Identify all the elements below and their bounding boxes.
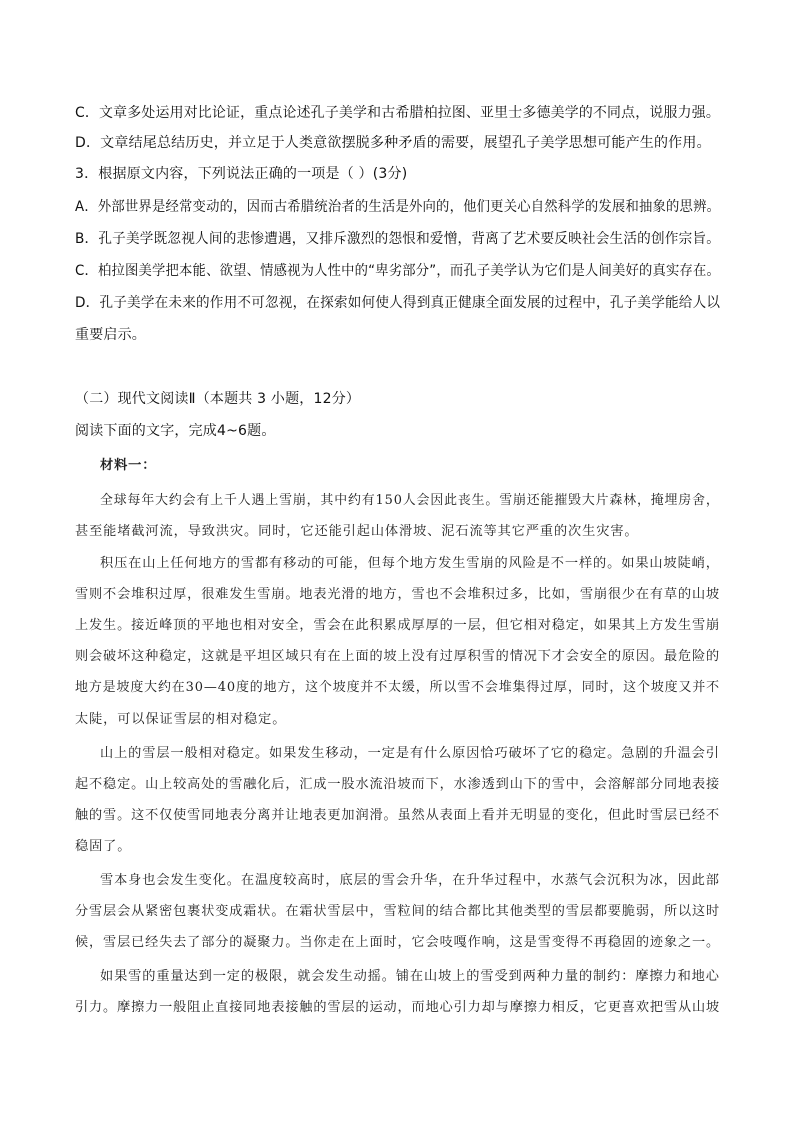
- text-line: 全球每年大约会有上千人遇上雪崩，其中约有150人会因此丧生。雪崩还能摧毁大片森林，掩埋房舍，: [100, 493, 720, 508]
- q3-option-b: B．孔子美学既忽视人间的悲惨遭遇，又排斥激烈的怨恨和爱憎，背离了艺术要反映社会生活的创作宗旨。: [75, 231, 721, 247]
- section-heading: （二）现代文阅读Ⅱ（本题共 3 小题，12分）: [75, 391, 361, 407]
- text-line: 上发生。接近峰顶的平地也相对安全，雪会在此积累成厚厚的一层，但它相对稳定，如果其上方发生雪崩: [75, 618, 721, 633]
- text-line: 山上的雪层一般相对稳定。如果发生移动，一定是有什么原因恰巧破坏了它的稳定。急剧的升温会引: [100, 746, 720, 761]
- text-line: 起不稳定。山上较高处的雪融化后，汇成一股水流沿坡而下，水渗透到山下的雪中，会溶解部分同地表接: [75, 777, 721, 792]
- text-line: 太陡，可以保证雪层的相对稳定。: [75, 712, 287, 727]
- text-line: 触的雪。这不仅使雪同地表分离并让地表更加润滑。虽然从表面上看并无明显的变化，但此时雪层已经不: [75, 808, 721, 823]
- text-line: 分雪层会从紧密包裹状变成霜状。在霜状雪层中，雪粒间的结合都比其他类型的雪层都要脆弱，所以这时: [75, 904, 721, 919]
- q2-option-c: C．文章多处运用对比论证，重点论述孔子美学和古希腊柏拉图、亚里士多德美学的不同点，说服力强。: [75, 105, 720, 121]
- text-line: 地方是坡度大约在30—40度的地方，这个坡度并不太缓，所以雪不会堆集得过厚，同时，这个坡度又并不: [75, 680, 720, 695]
- q3-option-d-line2: 重要启示。: [75, 327, 146, 343]
- q3-stem: 3．根据原文内容，下列说法正确的一项是（ ）(3分): [75, 166, 408, 182]
- text-line: 甚至能堵截河流，导致洪灾。同时，它还能引起山体滑坡、泥石流等其它严重的次生灾害。: [75, 524, 639, 539]
- section-instruction: 阅读下面的文字，完成4~6题。: [75, 423, 276, 439]
- text-line: 雪本身也会发生变化。在温度较高时，底层的雪会升华，在升华过程中，水蒸气会沉积为冰，因此部: [100, 873, 720, 888]
- text-line: 引力。摩擦力一般阻止直接同地表接触的雪层的运动，而地心引力却与摩擦力相反，它更喜欢把雪从山坡: [75, 1000, 721, 1015]
- text-line: 则会破坏这种稳定，这就是平坦区域只有在上面的坡上没有过厚积雪的情况下才会安全的原因。最危险的: [75, 649, 721, 664]
- q3-option-a: A．外部世界是经常变动的，因而古希腊统治者的生活是外向的，他们更关心自然科学的发展和抽象的思辨。: [75, 199, 721, 215]
- text-line: 如果雪的重量达到一定的极限，就会发生动摇。铺在山坡上的雪受到两种力量的制约：摩擦力和地心: [100, 969, 720, 984]
- material-title: 材料一：: [100, 458, 157, 473]
- text-line: 稳固了。: [75, 839, 132, 854]
- q2-option-d: D．文章结尾总结历史，并立足于人类意欲摆脱多种矛盾的需要，展望孔子美学思想可能产生的作用。: [75, 135, 711, 151]
- q3-option-d-line1: D．孔子美学在未来的作用不可忽视，在探索如何使人得到真正健康全面发展的过程中，孔子美学能给人以: [75, 295, 721, 311]
- text-line: 候，雪层已经失去了部分的凝聚力。当你走在上面时，它会吱嘎作响，这是雪变得不再稳固的迹象之一。: [75, 935, 721, 950]
- text-line: 雪则不会堆积过厚，很难发生雪崩。地表光滑的地方，雪也不会堆积过多，比如，雪崩很少在有草的山坡: [75, 587, 721, 602]
- text-line: 积压在山上任何地方的雪都有移动的可能，但每个地方发生雪崩的风险是不一样的。如果山坡陡峭，: [100, 556, 720, 571]
- q3-option-c: C．柏拉图美学把本能、欲望、情感视为人性中的“卑劣部分”，而孔子美学认为它们是人间美好的真实存在。: [75, 263, 721, 279]
